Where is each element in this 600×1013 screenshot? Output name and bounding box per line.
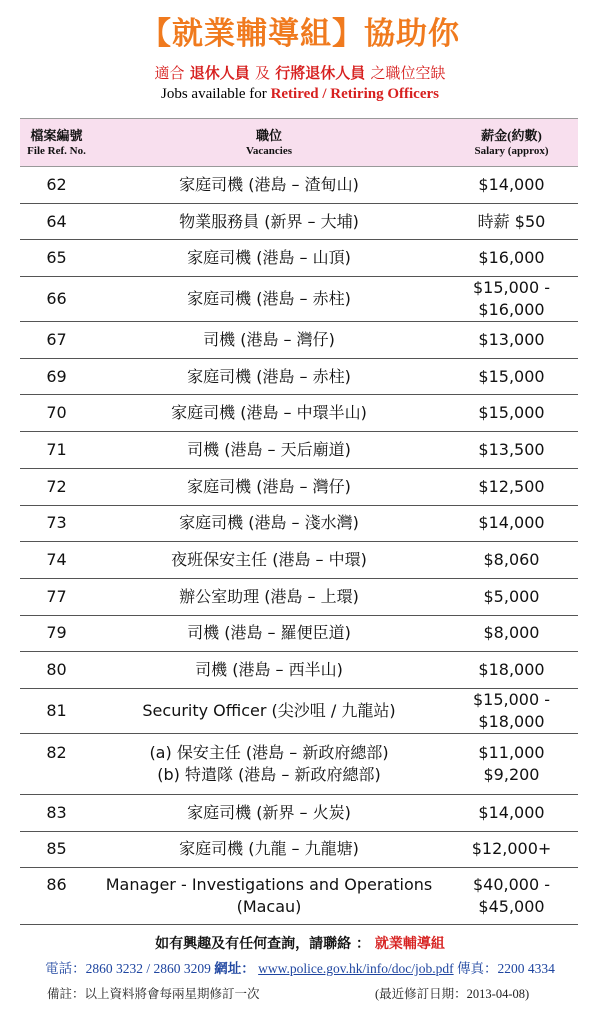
salary-cell: $16,000 [445, 240, 578, 277]
salary-cell: $18,000 [445, 652, 578, 689]
salary-line-a: $11,000 [478, 742, 545, 762]
phone-label: 電話： [45, 961, 86, 976]
table-row [20, 468, 578, 505]
salary-cell: $15,000 - $16,000 [445, 277, 578, 322]
website-link[interactable]: www.police.gov.hk/info/doc/job.pdf [258, 961, 454, 976]
ref-cell: 83 [20, 794, 93, 831]
header-ref [20, 119, 93, 167]
ref-cell: 79 [20, 615, 93, 652]
salary-cell: $12,500 [445, 468, 578, 505]
vacancy-cell: 家庭司機 (九龍 – 九龍塘) [93, 831, 445, 868]
ref-cell: 71 [20, 432, 93, 469]
subtitle-prefix: 適合 [154, 64, 185, 82]
table-row [20, 358, 578, 395]
header-salary-en: Salary (approx) [474, 144, 549, 157]
table-row [20, 652, 578, 689]
vacancy-cell: 司機 (港島 – 羅便臣道) [93, 615, 445, 652]
salary-line-b: $9,200 [483, 764, 540, 784]
table-row [20, 395, 578, 432]
salary-cell: 時薪 $50 [445, 203, 578, 240]
salary-cell: $15,000 [445, 395, 578, 432]
remark: 備註：以上資料將會每兩星期修訂一次 [47, 987, 260, 1001]
salary-cell: $13,000 [445, 322, 578, 359]
table-row [20, 203, 578, 240]
vacancy-cell: Security Officer (尖沙咀 / 九龍站) [93, 688, 445, 733]
subtitle-retiring: 行將退休人員 [275, 64, 366, 82]
ref-cell: 65 [20, 240, 93, 277]
vacancy-cell: 家庭司機 (港島 – 山頂) [93, 240, 445, 277]
header-ref-zh: 檔案編號 [30, 127, 83, 143]
table-row [20, 277, 578, 322]
salary-cell: $8,000 [445, 615, 578, 652]
table-row [20, 733, 578, 794]
salary-cell: $5,000 [445, 578, 578, 615]
ref-cell: 82 [20, 733, 93, 794]
salary-cell: $14,000 [445, 794, 578, 831]
table-row [20, 167, 578, 204]
ref-cell: 81 [20, 688, 93, 733]
salary-cell: $13,500 [445, 432, 578, 469]
fax-label: 傳真： [456, 961, 498, 976]
vacancy-line-1: Manager - Investigations and Operations [105, 875, 433, 895]
salary-cell: $14,000 [445, 505, 578, 542]
salary-cell: $15,000 [445, 358, 578, 395]
table-row [20, 688, 578, 733]
vacancy-line-a: (a) 保安主任 (港島 – 新政府總部) [149, 742, 389, 762]
salary-cell: $40,000 - $45,000 [445, 868, 578, 925]
contact-details [0, 957, 600, 977]
ref-cell: 74 [20, 542, 93, 579]
subtitle-en [0, 86, 600, 103]
header-salary [445, 119, 578, 167]
fax-number: 2200 4334 [497, 961, 555, 976]
subtitle-suffix: 之職位空缺 [370, 64, 446, 82]
vacancy-cell: 家庭司機 (港島 – 赤柱) [93, 277, 445, 322]
phone-numbers: 2860 3232 / 2860 3209 [85, 961, 211, 976]
vacancy-cell: 家庭司機 (港島 – 赤柱) [93, 358, 445, 395]
last-revised: (最近修訂日期：2013-04-08) [375, 987, 530, 1001]
header-vacancy-en: Vacancies [245, 144, 293, 157]
table-row [20, 322, 578, 359]
header-vacancy [93, 119, 445, 167]
table-row [20, 831, 578, 868]
salary-cell: $14,000 [445, 167, 578, 204]
vacancy-cell: 物業服務員 (新界 – 大埔) [93, 203, 445, 240]
table-row [20, 542, 578, 579]
vacancy-cell [93, 868, 445, 925]
vacancy-cell: 家庭司機 (港島 – 淺水灣) [93, 505, 445, 542]
subtitle-zh [0, 62, 600, 83]
ref-cell: 67 [20, 322, 93, 359]
salary-cell: $8,060 [445, 542, 578, 579]
subtitle-en-highlight: Retired / Retiring Officers [270, 86, 439, 102]
subtitle-and: 及 [254, 64, 270, 82]
ref-cell: 70 [20, 395, 93, 432]
ref-cell: 62 [20, 167, 93, 204]
table-row [20, 240, 578, 277]
vacancy-cell: 辦公室助理 (港島 – 上環) [93, 578, 445, 615]
header-vacancy-zh: 職位 [255, 127, 282, 143]
vacancy-line-2: (Macau) [236, 897, 302, 917]
ref-cell: 86 [20, 868, 93, 925]
vacancy-cell: 家庭司機 (港島 – 中環半山) [93, 395, 445, 432]
vacancy-cell: 夜班保安主任 (港島 – 中環) [93, 542, 445, 579]
table-header-row [20, 119, 578, 167]
ref-cell: 77 [20, 578, 93, 615]
vacancy-cell: 家庭司機 (港島 – 渣甸山) [93, 167, 445, 204]
subtitle-retired: 退休人員 [189, 64, 250, 82]
table-row [20, 615, 578, 652]
ref-cell: 64 [20, 203, 93, 240]
vacancy-cell [93, 733, 445, 794]
vacancy-cell: 司機 (港島 – 西半山) [93, 652, 445, 689]
table-row [20, 505, 578, 542]
vacancy-line-b: (b) 特遣隊 (港島 – 新政府總部) [157, 764, 381, 784]
header-ref-en: File Ref. No. [27, 144, 86, 157]
vacancy-cell: 家庭司機 (港島 – 灣仔) [93, 468, 445, 505]
page-title: 【就業輔導組】協助你 [140, 16, 460, 52]
ref-cell: 66 [20, 277, 93, 322]
table-row [20, 578, 578, 615]
salary-cell [445, 733, 578, 794]
ref-cell: 85 [20, 831, 93, 868]
header-salary-zh: 薪金(約數) [481, 127, 542, 143]
vacancy-cell: 家庭司機 (新界 – 火炭) [93, 794, 445, 831]
ref-cell: 72 [20, 468, 93, 505]
subtitle-en-prefix: Jobs available for [161, 86, 267, 102]
vacancy-cell: 司機 (港島 – 灣仔) [93, 322, 445, 359]
ref-cell: 80 [20, 652, 93, 689]
contact-unit: 就業輔導組 [374, 936, 445, 952]
ref-cell: 69 [20, 358, 93, 395]
ref-cell: 73 [20, 505, 93, 542]
table-row [20, 794, 578, 831]
vacancy-table [20, 118, 578, 925]
salary-cell: $15,000 - $18,000 [445, 688, 578, 733]
salary-cell: $12,000+ [445, 831, 578, 868]
contact-prompt [0, 933, 600, 953]
vacancy-cell: 司機 (港島 – 天后廟道) [93, 432, 445, 469]
contact-prompt-text: 如有興趣及有任何查詢，請聯絡 ： [155, 936, 370, 952]
website-label: 網址： [214, 961, 255, 976]
table-row [20, 432, 578, 469]
table-row [20, 868, 578, 925]
